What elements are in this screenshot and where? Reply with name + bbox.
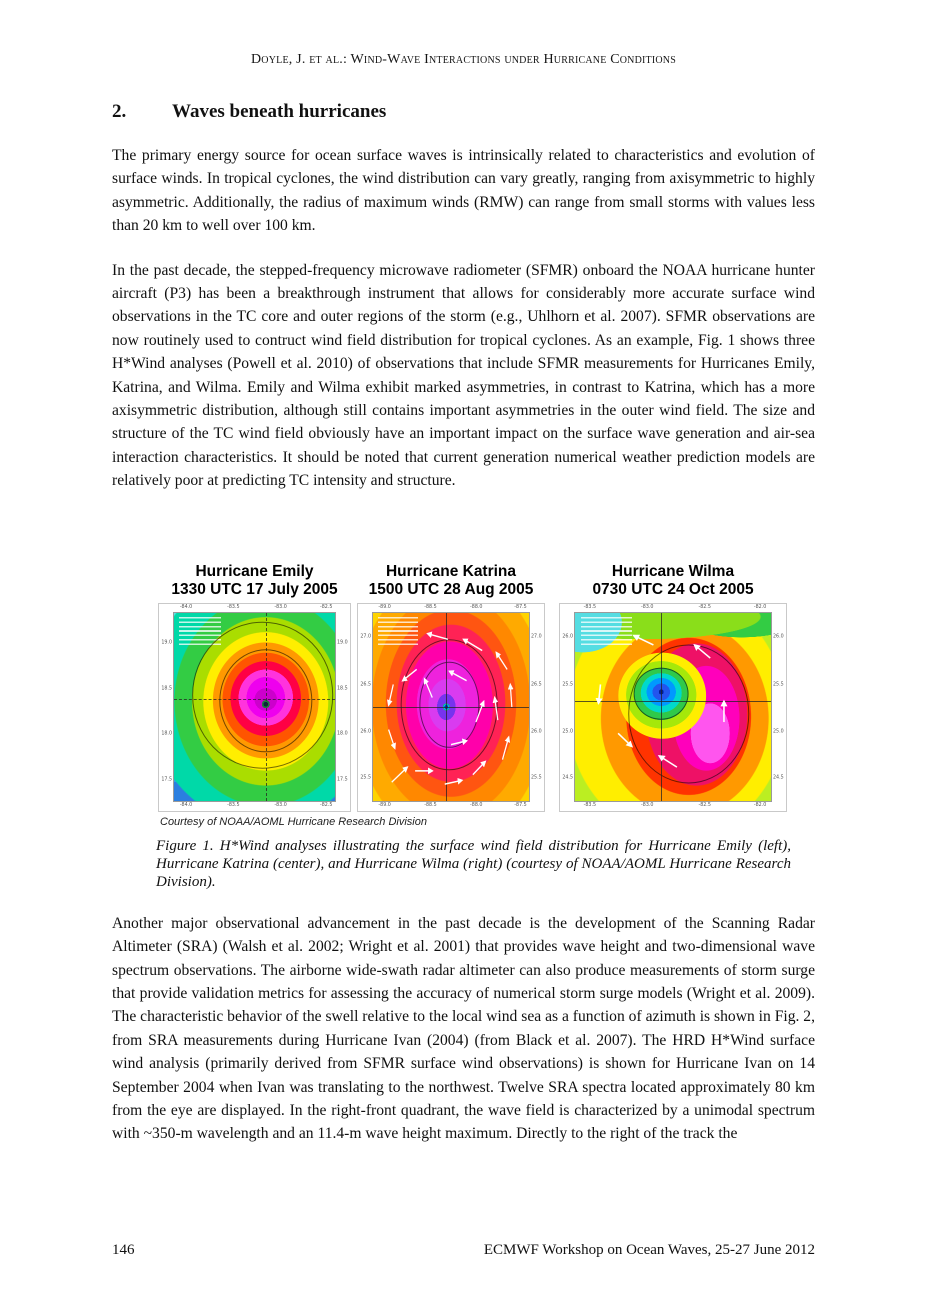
- panel-wilma-title-line1: Hurricane Wilma: [611, 562, 735, 580]
- panel-katrina-card: [357, 603, 545, 812]
- emily-x-ticks-top: -84.0 -83.5 -83.0 -82.5: [179, 604, 333, 610]
- page-content: [112, 0, 815, 1146]
- katrina-wind-vector-arrows: [373, 613, 529, 801]
- page-number: 146: [112, 1242, 135, 1258]
- katrina-y-ticks-right: 27.0 26.5 26.0 25.5: [531, 634, 542, 781]
- panel-emily-title: [158, 563, 351, 600]
- wilma-x-ticks-bottom: -83.5 -83.0 -82.5 -82.0: [583, 802, 767, 808]
- page-footer: [112, 1242, 815, 1259]
- katrina-wind-field-plot: [372, 612, 530, 802]
- katrina-y-ticks-left: 27.0 26.5 26.0 25.5: [360, 634, 371, 781]
- running-head: Doyle, J. et al.: Wind-Wave Interactions under Hurricane Conditions: [251, 52, 676, 67]
- katrina-x-ticks-top: -89.0 -88.5 -88.0 -87.5: [378, 604, 527, 610]
- katrina-x-ticks-bottom: -89.0 -88.5 -88.0 -87.5: [378, 802, 527, 808]
- panel-wilma-title: [559, 563, 787, 600]
- wilma-y-ticks-left: 26.0 25.5 25.0 24.5: [562, 634, 573, 781]
- emily-crosshair-vertical: [266, 613, 267, 801]
- emily-crosshair-horizontal: [174, 699, 335, 700]
- panel-katrina-title-line1: Hurricane Katrina: [385, 562, 517, 580]
- panel-emily-title-line1: Hurricane Emily: [195, 562, 314, 580]
- panel-katrina-title-line2: 1500 UTC 28 Aug 2005: [368, 581, 534, 599]
- wilma-x-ticks-top: -83.5 -83.0 -82.5 -82.0: [583, 604, 767, 610]
- panel-hurricane-katrina: [357, 563, 545, 812]
- emily-y-ticks-left: 19.0 18.5 18.0 17.5: [161, 640, 172, 783]
- wilma-wind-vector-arrows: [575, 613, 771, 801]
- figure-1: [112, 563, 815, 891]
- emily-wind-field-plot: [173, 612, 336, 802]
- courtesy-line: Courtesy of NOAA/AOML Hurricane Research Division: [160, 815, 427, 828]
- footer-conference: ECMWF Workshop on Ocean Waves, 25-27 June 2012: [483, 1242, 815, 1258]
- wilma-y-ticks-right: 26.0 25.5 25.0 24.5: [773, 634, 784, 781]
- emily-y-ticks-right: 19.0 18.5 18.0 17.5: [337, 640, 348, 783]
- figure-caption: Figure 1. H*Wind analyses illustrating the surface wind field distribution for Hurricane Emily (left), Hurricane Katrina (center), and Hurricane Wilma (right) (courtesy of NOAA/AOML Hurricane Research Division).: [156, 837, 791, 890]
- panel-hurricane-emily: [158, 563, 351, 812]
- panel-emily-card: [158, 603, 351, 812]
- panel-emily-title-line2: 1330 UTC 17 July 2005: [171, 581, 338, 599]
- panel-wilma-card: [559, 603, 787, 812]
- wilma-wind-field-plot: [574, 612, 772, 802]
- section-title: Waves beneath hurricanes: [172, 101, 387, 122]
- paragraph-1: The primary energy source for ocean surface waves is intrinsically related to characteristics and evolution of surface winds. In tropical cyclones, the wind distribution can vary greatly, ranging from axisymmetric to highly asymmetric. Additionally, the radius of maximum winds (RMW) can range from small storms with values less than 20 km to well over 100 km.: [112, 147, 815, 235]
- section-heading: [112, 101, 815, 123]
- figure-panels: [158, 563, 815, 812]
- panel-hurricane-wilma: [559, 563, 787, 812]
- panel-wilma-title-line2: 0730 UTC 24 Oct 2005: [592, 581, 754, 599]
- paragraph-3: Another major observational advancement in the past decade is the development of the Scanning Radar Altimeter (SRA) (Walsh et al. 2002; Wright et al. 2001) that provides wave height and two-dimensional wave spectrum observations. The airborne wide-swath radar altimeter can also produce measurements of storm surge that provide validation metrics for assessing the accuracy of numerical storm surge models (Wright et al. 2009). The characteristic behavior of the swell relative to the local wind sea as a function of azimuth is shown in Fig. 2, from SRA measurements during Hurricane Ivan (2004) (from Black et al. 2007). The HRD H*Wind surface wind analysis (primarily derived from SFMR surface wind observations) is shown for Hurricane Ivan on 14 September 2004 when Ivan was translating to the northwest. Twelve SRA spectra located approximately 80 km from the eye are displayed. In the right-front quadrant, the wave field is characterized by a unimodal spectrum with ~350-m wavelength and an 11.4-m wave height maximum. Directly to the right of the track the: [112, 914, 815, 1143]
- panel-katrina-title: [357, 563, 545, 600]
- section-number: 2.: [112, 101, 127, 122]
- paragraph-2: In the past decade, the stepped-frequency microwave radiometer (SFMR) onboard the NOAA hurricane hunter aircraft (P3) has been a breakthrough instrument that allows for considerably more accurate surface wind observations in the TC core and outer regions of the storm (e.g., Uhlhorn et al. 2007). SFMR observations are now routinely used to contruct wind field distribution for tropical cyclones. As an example, Fig. 1 shows three H*Wind analyses (Powell et al. 2010) of observations that include SFMR measurements for Hurricanes Emily, Katrina, and Wilma. Emily and Wilma exhibit marked asymmetries, in contrast to Katrina, which has a more axisymmetric distribution, although still contains important asymmetries in the outer wind field. The size and structure of the TC wind field obviously have an important impact on the surface wave generation and air-sea interaction characteristics. It should be noted that current generation numerical weather prediction models are relatively poor at predicting TC intensity and structure.: [112, 261, 815, 490]
- emily-contour-ring-outer: [192, 622, 334, 769]
- emily-x-ticks-bottom: -84.0 -83.5 -83.0 -82.5: [179, 802, 333, 808]
